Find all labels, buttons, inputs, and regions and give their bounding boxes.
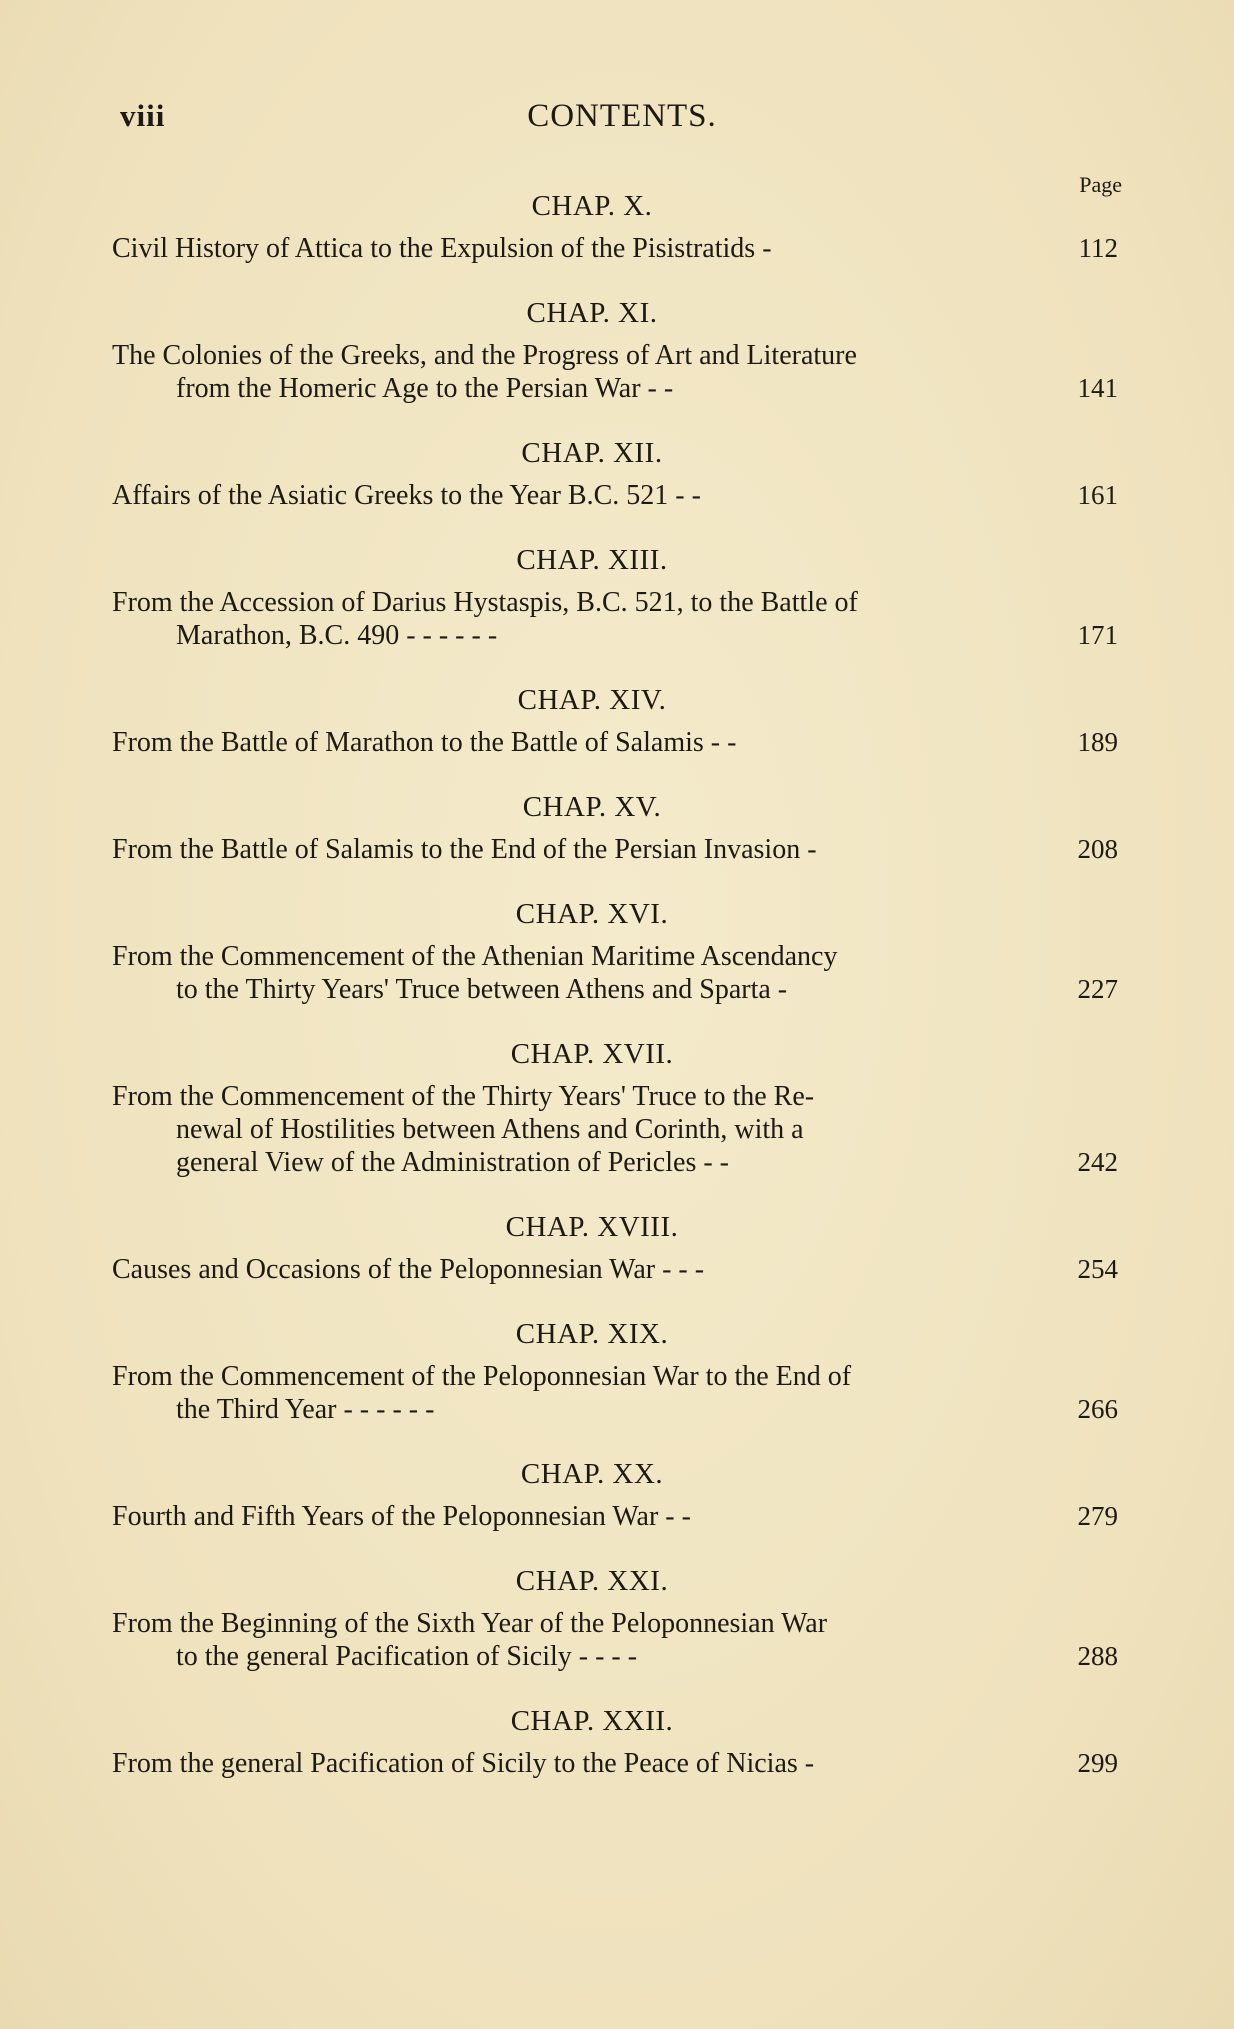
contents-entry <box>112 1454 1118 1533</box>
contents-entry <box>112 433 1118 512</box>
contents-entry <box>112 1701 1118 1780</box>
entry-title-line: From the Commencement of the Thirty Years' Truce to the Re- <box>112 1081 815 1112</box>
entry-title <box>112 586 1032 652</box>
entry-title <box>112 232 1032 265</box>
entry-title-line: Fourth and Fifth Years of the Peloponnesian War - - <box>112 1501 691 1532</box>
chapter-heading: CHAP. XIV. <box>517 684 667 716</box>
entry-row <box>112 339 1118 405</box>
running-title: CONTENTS. <box>527 98 717 134</box>
entry-row <box>112 1253 1118 1286</box>
entry-row <box>112 1747 1118 1780</box>
contents-list <box>112 186 1118 1808</box>
chapter-heading: CHAP. XIX. <box>515 1318 669 1350</box>
entry-title <box>112 726 1032 759</box>
entry-title-line: Affairs of the Asiatic Greeks to the Year B.C. 521 - - <box>112 480 701 511</box>
entry-row <box>112 232 1118 265</box>
entry-title-line: the Third Year - - - - - - <box>176 1394 435 1425</box>
page-number: 112 <box>1078 233 1118 263</box>
entry-row <box>112 1500 1118 1533</box>
entry-title-line: to the general Pacification of Sicily - - - - <box>176 1641 638 1672</box>
page-number: 141 <box>1077 373 1118 403</box>
entry-title-line: From the Beginning of the Sixth Year of the Peloponnesian War <box>112 1608 828 1639</box>
contents-entry <box>112 680 1118 759</box>
entry-title-line: From the Commencement of the Peloponnesian War to the End of <box>112 1361 852 1392</box>
entry-row <box>112 1607 1118 1673</box>
page-number: 242 <box>1077 1147 1118 1177</box>
contents-entry <box>112 1207 1118 1286</box>
entry-row <box>112 940 1118 1006</box>
page-number: 288 <box>1077 1641 1118 1671</box>
chapter-heading: CHAP. XII. <box>521 437 663 469</box>
entry-title-line: The Colonies of the Greeks, and the Progress of Art and Literature <box>112 340 857 371</box>
entry-title <box>112 1747 1032 1780</box>
entry-title <box>112 1253 1032 1286</box>
entry-row <box>112 479 1118 512</box>
entry-row <box>112 833 1118 866</box>
contents-entry <box>112 293 1118 405</box>
entry-title-line: From the Battle of Marathon to the Battle of Salamis - - <box>112 727 737 758</box>
chapter-heading: CHAP. XX. <box>520 1458 664 1490</box>
chapter-heading: CHAP. X. <box>531 190 653 222</box>
chapter-heading: CHAP. XXII. <box>510 1705 674 1737</box>
entry-title-line: Civil History of Attica to the Expulsion of the Pisistratids - <box>112 233 772 264</box>
contents-entry <box>112 787 1118 866</box>
page-number: 208 <box>1077 834 1118 864</box>
entry-title <box>112 339 1032 405</box>
entry-title <box>112 479 1032 512</box>
entry-title <box>112 1360 1032 1426</box>
contents-entry <box>112 894 1118 1006</box>
entry-title-line: Marathon, B.C. 490 - - - - - - <box>176 620 498 651</box>
contents-entry <box>112 540 1118 652</box>
entry-title-line: to the Thirty Years' Truce between Athens and Sparta - <box>176 974 788 1005</box>
entry-title-line: Causes and Occasions of the Peloponnesian War - - - <box>112 1254 705 1285</box>
chapter-heading: CHAP. XI. <box>526 297 658 329</box>
page-number: 161 <box>1077 480 1118 510</box>
entry-title-line: from the Homeric Age to the Persian War - - <box>176 373 674 404</box>
entry-title <box>112 833 1032 866</box>
page-number: 299 <box>1077 1748 1118 1778</box>
entry-row <box>112 1360 1118 1426</box>
chapter-heading: CHAP. XVIII. <box>505 1211 679 1243</box>
contents-entry <box>112 186 1118 265</box>
entry-row <box>112 586 1118 652</box>
page-header <box>120 98 1124 138</box>
entry-title-line: From the Accession of Darius Hystaspis, B.C. 521, to the Battle of <box>112 587 858 618</box>
entry-title-line: From the general Pacification of Sicily to the Peace of Nicias - <box>112 1748 815 1779</box>
entry-row <box>112 726 1118 759</box>
page-column-label: Page <box>1079 172 1122 197</box>
entry-title-line: newal of Hostilities between Athens and Corinth, with a <box>176 1114 804 1145</box>
entry-title <box>112 1500 1032 1533</box>
entry-title-line: general View of the Administration of Pericles - - <box>176 1147 729 1178</box>
chapter-heading: CHAP. XVI. <box>515 898 669 930</box>
chapter-heading: CHAP. XIII. <box>516 544 668 576</box>
entry-title <box>112 1607 1032 1673</box>
folio: viii <box>120 98 166 133</box>
entry-title-line: From the Commencement of the Athenian Maritime Ascendancy <box>112 941 838 972</box>
entry-title <box>112 940 1032 1006</box>
page-number: 279 <box>1077 1501 1118 1531</box>
page-number: 171 <box>1077 620 1118 650</box>
chapter-heading: CHAP. XV. <box>522 791 662 823</box>
entry-row <box>112 1080 1118 1179</box>
entry-title-line: From the Battle of Salamis to the End of the Persian Invasion - <box>112 834 817 865</box>
entry-title <box>112 1080 1032 1179</box>
page-number: 227 <box>1077 974 1118 1004</box>
chapter-heading: CHAP. XXI. <box>515 1565 669 1597</box>
page-number: 266 <box>1077 1394 1118 1424</box>
page-number: 189 <box>1077 727 1118 757</box>
chapter-heading: CHAP. XVII. <box>510 1038 674 1070</box>
contents-entry <box>112 1034 1118 1179</box>
contents-entry <box>112 1561 1118 1673</box>
contents-entry <box>112 1314 1118 1426</box>
page-number: 254 <box>1077 1254 1118 1284</box>
